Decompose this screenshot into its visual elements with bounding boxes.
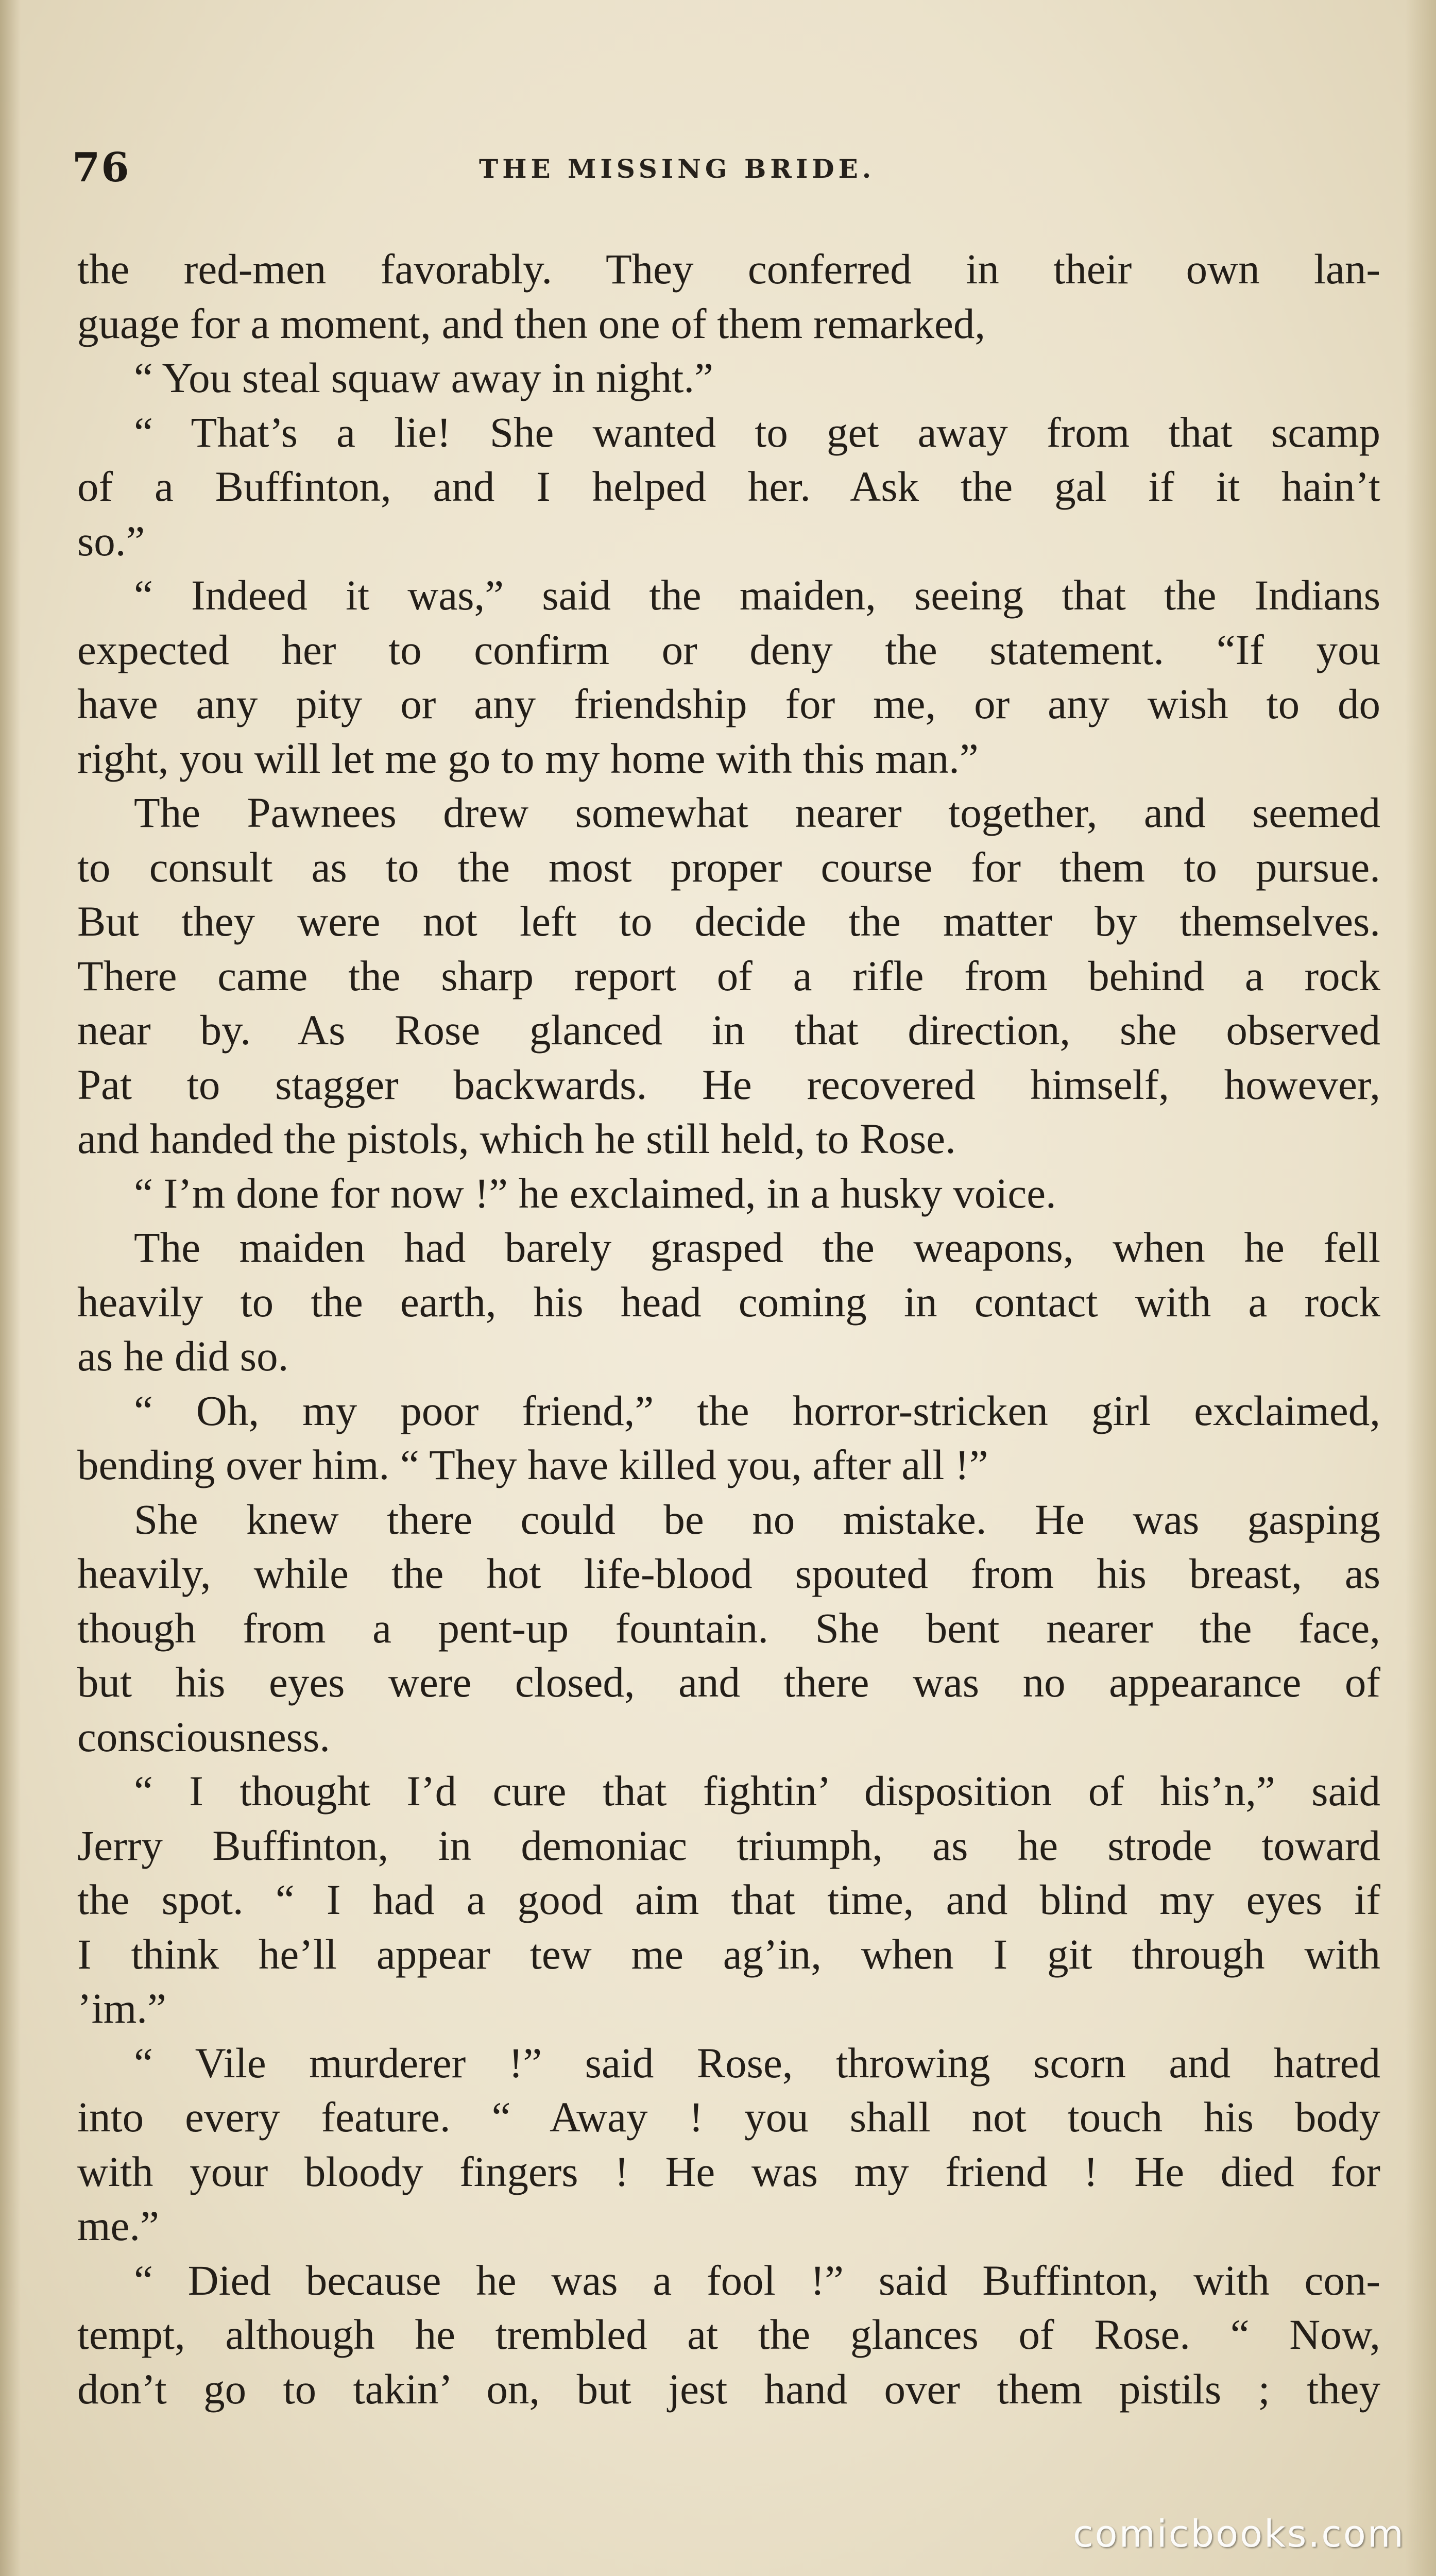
text-line: But they were not left to decide the matter by themselves. xyxy=(77,897,1380,945)
running-title: THE MISSING BRIDE. xyxy=(479,154,876,184)
text-line: and handed the pistols, which he still held, to Rose. xyxy=(77,1115,956,1162)
page-edge-shadow-left xyxy=(0,0,21,2576)
text-line: as he did so. xyxy=(77,1332,289,1380)
text-line: ’im.” xyxy=(77,1985,166,2032)
text-line: “ I’m done for now !” he exclaimed, in a husky voice. xyxy=(134,1169,1056,1217)
text-line: with your bloody fingers ! He was my friend ! He died for xyxy=(77,2147,1380,2195)
text-line: “ Oh, my poor friend,” the horror-stricken girl exclaimed, xyxy=(134,1386,1380,1434)
text-line: the red-men favorably. They conferred in their own lan- xyxy=(77,245,1380,293)
text-line: but his eyes were closed, and there was no appearance of xyxy=(77,1658,1380,1706)
text-line: There came the sharp report of a rifle from behind a rock xyxy=(77,952,1380,999)
text-line: She knew there could be no mistake. He was gasping xyxy=(134,1495,1380,1543)
text-line: though from a pent-up fountain. She bent nearer the face, xyxy=(77,1604,1380,1652)
text-line: don’t go to takin’ on, but jest hand over them pistils ; they xyxy=(77,2365,1380,2413)
page-number: 76 xyxy=(72,144,130,191)
text-line: Pat to stagger backwards. He recovered himself, however, xyxy=(77,1060,1380,1108)
text-line: have any pity or any friendship for me, or any wish to do xyxy=(77,680,1380,727)
text-line: the spot. “ I had a good aim that time, and blind my eyes if xyxy=(77,1876,1380,1923)
text-line: bending over him. “ They have killed you, after all !” xyxy=(77,1441,988,1488)
watermark: comicbooks.com xyxy=(1072,2512,1405,2555)
text-line: The maiden had barely grasped the weapons, when he fell xyxy=(134,1224,1380,1271)
text-line: me.” xyxy=(77,2202,159,2249)
text-line: expected her to confirm or deny the statement. “If you xyxy=(77,625,1380,673)
body-text xyxy=(77,242,1380,2416)
text-line: of a Buffinton, and I helped her. Ask the gal if it hain’t xyxy=(77,463,1380,510)
text-line: The Pawnees drew somewhat nearer together, and seemed xyxy=(134,789,1380,836)
text-line: I think he’ll appear tew me ag’in, when I git through with xyxy=(77,1930,1380,1978)
text-line: “ Indeed it was,” said the maiden, seeing that the Indians xyxy=(134,571,1380,619)
text-line: right, you will let me go to my home with this man.” xyxy=(77,734,979,782)
page-edge-shadow-right xyxy=(1405,0,1436,2576)
text-line: “ Vile murderer !” said Rose, throwing scorn and hatred xyxy=(134,2039,1380,2087)
text-line: Jerry Buffinton, in demoniac triumph, as he strode toward xyxy=(77,1821,1380,1869)
text-line: into every feature. “ Away ! you shall not touch his body xyxy=(77,2093,1380,2141)
text-line: “ That’s a lie! She wanted to get away from that scamp xyxy=(134,408,1380,456)
text-line: “ Died because he was a fool !” said Buffinton, with con- xyxy=(134,2256,1380,2304)
text-line: near by. As Rose glanced in that direction, she observed xyxy=(77,1006,1380,1054)
text-line: “ I thought I’d cure that fightin’ disposition of his’n,” said xyxy=(134,1767,1380,1815)
text-line: to consult as to the most proper course for them to pursue. xyxy=(77,843,1380,891)
text-line: heavily to the earth, his head coming in contact with a rock xyxy=(77,1278,1380,1326)
text-line: “ You steal squaw away in night.” xyxy=(134,354,713,401)
text-line: tempt, although he trembled at the glances of Rose. “ Now, xyxy=(77,2311,1380,2358)
text-line: consciousness. xyxy=(77,1713,331,1760)
text-line: so.” xyxy=(77,517,145,565)
running-head xyxy=(72,144,1380,201)
text-line: heavily, while the hot life-blood spouted from his breast, as xyxy=(77,1550,1380,1597)
text-line: guage for a moment, and then one of them remarked, xyxy=(77,299,986,347)
